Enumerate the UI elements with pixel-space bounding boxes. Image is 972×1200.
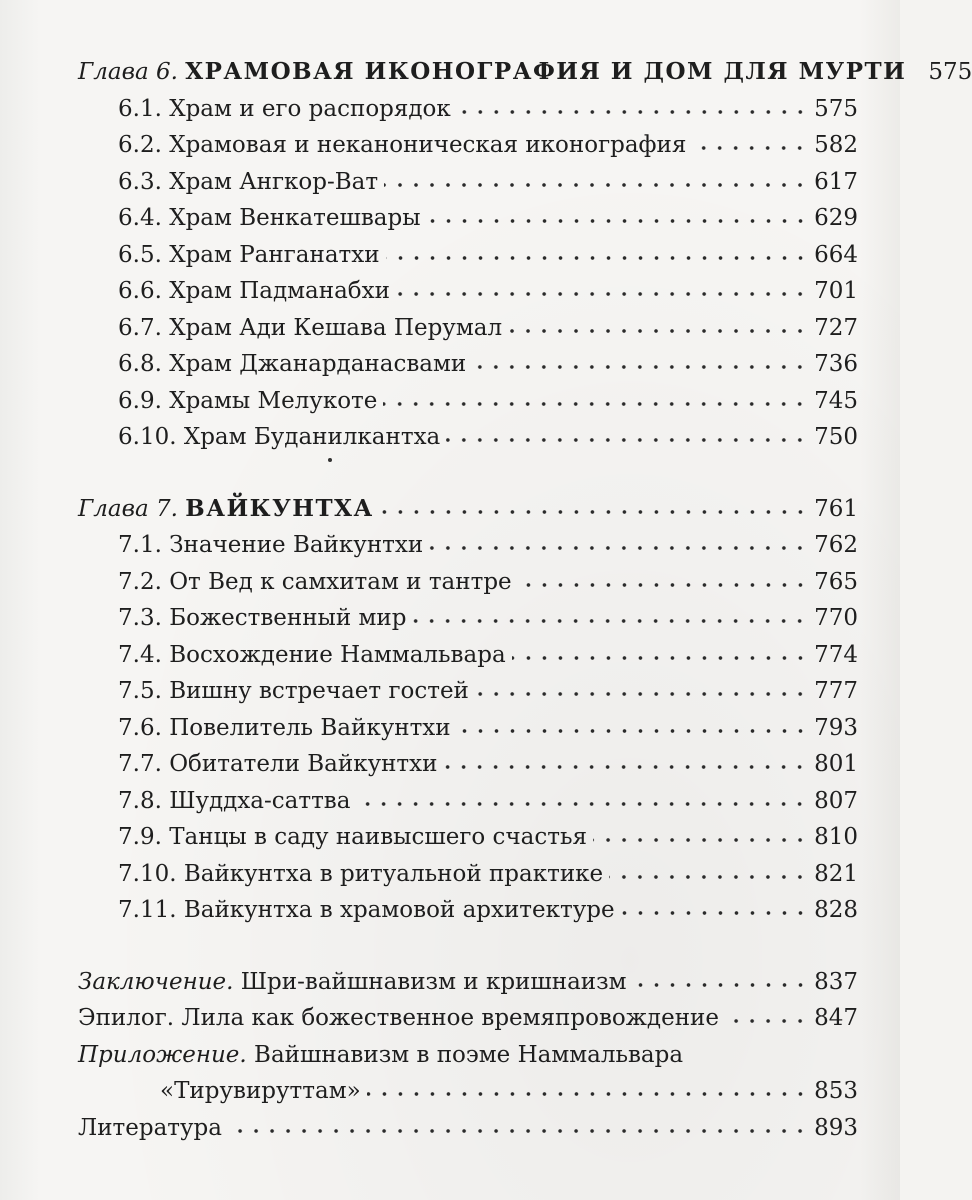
toc-entry-label	[118, 310, 502, 347]
dot-leader	[427, 202, 809, 225]
print-speck	[328, 458, 332, 462]
toc-entry-label	[118, 600, 406, 637]
toc-entry-label	[78, 491, 374, 528]
page-number: 617	[814, 168, 858, 195]
dot-leader	[472, 348, 808, 371]
dot-leader	[512, 639, 808, 662]
toc-entry-title: 6.1. Храм и его распорядок	[118, 95, 451, 122]
page-number: 893	[814, 1114, 858, 1141]
toc-entry	[78, 237, 858, 274]
toc-entry-label	[78, 54, 906, 91]
page-number: 828	[814, 897, 858, 923]
page-number: 774	[814, 641, 858, 668]
dot-leader	[593, 821, 808, 844]
dot-leader	[689, 1039, 812, 1062]
toc-entry	[78, 419, 858, 456]
page-number: 810	[814, 824, 858, 850]
toc-entry-prefix: Заключение.	[78, 968, 241, 995]
page-number: 793	[814, 714, 858, 741]
toc-entry-title: 7.6. Повелитель Вайкунтхи	[118, 714, 451, 741]
page-number: 761	[814, 495, 858, 522]
dot-leader	[228, 1112, 808, 1135]
toc-entry-label	[118, 419, 440, 456]
toc-entry-title: 6.2. Храмовая и неканоническая иконография	[118, 132, 687, 158]
dot-leader	[621, 894, 808, 917]
page-number: 750	[814, 424, 858, 450]
toc-entry-label	[118, 237, 380, 274]
toc-entry-label	[118, 856, 603, 893]
toc-entry	[78, 273, 858, 310]
toc-entry-title: 6.10. Храм Буданилкантха	[118, 424, 441, 450]
page-number: 629	[814, 205, 858, 231]
toc-entry	[78, 964, 858, 1001]
toc-entry	[78, 491, 858, 528]
toc-entry-label	[160, 1073, 361, 1110]
page-number: 770	[814, 605, 858, 631]
toc-entry-label	[78, 1000, 719, 1037]
toc-entry	[78, 783, 858, 820]
dot-leader	[443, 748, 808, 771]
dot-leader	[609, 858, 808, 881]
toc-entry	[78, 856, 858, 893]
toc-entry-label	[118, 527, 423, 564]
toc-entry-label	[118, 91, 451, 128]
page-number: 736	[814, 351, 858, 377]
dot-leader	[412, 602, 808, 625]
page-number: 745	[814, 387, 858, 414]
toc-entry-title: 7.3. Божественный мир	[118, 605, 407, 631]
toc-entry	[78, 600, 858, 637]
page-number: 807	[814, 787, 858, 814]
toc-entry-label	[118, 164, 378, 201]
toc-entry	[78, 710, 858, 747]
page-number: 821	[814, 860, 858, 887]
toc-entry-title: 6.9. Храмы Мелукоте	[118, 387, 378, 414]
toc-entry	[78, 637, 858, 674]
toc-entry-label	[118, 892, 615, 929]
toc-entry	[78, 564, 858, 601]
dot-leader	[912, 56, 922, 79]
toc-entry-label	[118, 200, 421, 237]
toc-entry	[78, 310, 858, 347]
page-number: 701	[814, 278, 858, 304]
toc-entry-title: 6.3. Храм Ангкор-Ват	[118, 168, 379, 195]
dot-leader	[692, 129, 808, 152]
toc-entry-title: ВАЙКУНТХА	[185, 494, 374, 522]
toc-entry-label	[118, 673, 469, 710]
toc-entry-title: 7.5. Вишну встречает гостей	[118, 678, 469, 704]
toc-entry-label	[78, 1110, 222, 1147]
toc-entry	[78, 1110, 858, 1147]
toc-entry-label	[118, 783, 350, 820]
dot-leader	[380, 493, 808, 516]
toc-entry	[78, 91, 858, 128]
toc-entry-title: Литература	[78, 1114, 222, 1141]
toc-entry-label	[78, 964, 627, 1001]
toc-entry-title: 7.2. От Вед к самхитам и тантре	[118, 568, 512, 595]
dot-leader	[396, 275, 808, 298]
toc-entry-label	[118, 819, 587, 856]
toc-entry	[78, 1037, 858, 1074]
toc-entry-prefix: Глава 7.	[78, 495, 186, 522]
toc-entry-title: 7.7. Обитатели Вайкунтхи	[118, 751, 438, 777]
toc-entry-label	[118, 383, 377, 420]
toc-entry	[78, 819, 858, 856]
dot-leader	[508, 312, 808, 335]
dot-leader	[518, 566, 808, 589]
toc-entry-title: Лила как божественное времяпровождение	[181, 1005, 719, 1031]
toc-entry-title: 6.6. Храм Падманабхи	[118, 278, 390, 304]
toc-entry-title: 6.4. Храм Венкатешвары	[118, 205, 421, 231]
toc-entry	[78, 892, 858, 929]
toc-entry	[78, 54, 972, 91]
toc-entry-label	[118, 637, 506, 674]
toc-entry-title: 6.5. Храм Ранганатхи	[118, 241, 380, 268]
page-number: 777	[814, 678, 858, 704]
toc-entry	[78, 673, 858, 710]
page-number: 765	[814, 568, 858, 595]
toc-entry-title: Вайшнавизм в поэме Наммальвара	[254, 1041, 684, 1068]
dot-leader	[383, 385, 808, 408]
toc-entry-prefix: Глава 6.	[78, 59, 186, 85]
toc-entry	[78, 200, 858, 237]
toc-entry-title: 7.8. Шуддха-саттва	[118, 787, 351, 814]
dot-leader	[367, 1075, 808, 1098]
toc-entry-label	[118, 564, 512, 601]
dot-leader	[384, 166, 808, 189]
table-of-contents	[78, 54, 972, 1146]
dot-leader	[386, 239, 809, 262]
toc-entry-label	[118, 127, 686, 164]
toc-entry	[78, 164, 858, 201]
toc-entry	[78, 746, 858, 783]
toc-entry	[78, 127, 858, 164]
toc-entry-title: 7.9. Танцы в саду наивысшего счастья	[118, 824, 587, 850]
page-number: 847	[814, 1005, 858, 1031]
dot-leader	[457, 93, 808, 116]
toc-entry-title: 7.1. Значение Вайкунтхи	[118, 532, 424, 558]
toc-entry-title: «Тирувируттам»	[160, 1078, 361, 1104]
page-number: 853	[814, 1078, 858, 1104]
toc-entry-label	[118, 346, 466, 383]
page-number: 801	[814, 751, 858, 777]
toc-entry-title: 7.4. Восхождение Наммальвара	[118, 641, 506, 668]
page-number: 837	[814, 968, 858, 995]
toc-entry-prefix: Приложение.	[78, 1041, 255, 1068]
toc-entry-title: Шри-вайшнавизм и кришнаизм	[240, 968, 627, 995]
toc-entry-label	[118, 710, 451, 747]
toc-entry-title: 7.10. Вайкунтха в ритуальной практике	[118, 860, 604, 887]
toc-entry-title: 6.8. Храм Джанарданасвами	[118, 351, 467, 377]
toc-entry	[78, 383, 858, 420]
toc-entry-title: ХРАМОВАЯ ИКОНОГРАФИЯ И ДОМ ДЛЯ МУРТИ	[185, 58, 907, 85]
dot-leader	[725, 1002, 808, 1025]
dot-leader	[446, 421, 808, 444]
toc-entry	[78, 527, 858, 564]
page-number: 575	[928, 59, 972, 85]
dot-leader	[475, 675, 808, 698]
dot-leader	[429, 529, 808, 552]
toc-entry-label	[118, 273, 390, 310]
page-number: 664	[814, 241, 858, 268]
dot-leader	[356, 785, 808, 808]
page-number: 582	[814, 132, 858, 158]
toc-entry-title: 6.7. Храм Ади Кешава Перумал	[118, 314, 503, 341]
page-number: 727	[814, 314, 858, 341]
toc-entry	[78, 1073, 858, 1110]
page-number: 762	[814, 532, 858, 558]
toc-entry	[78, 346, 858, 383]
page-number: 575	[814, 95, 858, 122]
toc-entry-prefix: Эпилог.	[78, 1005, 182, 1031]
toc-entry-label	[118, 746, 437, 783]
toc-entry	[78, 1000, 858, 1037]
toc-entry-label	[78, 1037, 683, 1074]
toc-entry-title: 7.11. Вайкунтха в храмовой архитектуре	[118, 897, 615, 923]
dot-leader	[633, 966, 809, 989]
dot-leader	[457, 712, 809, 735]
